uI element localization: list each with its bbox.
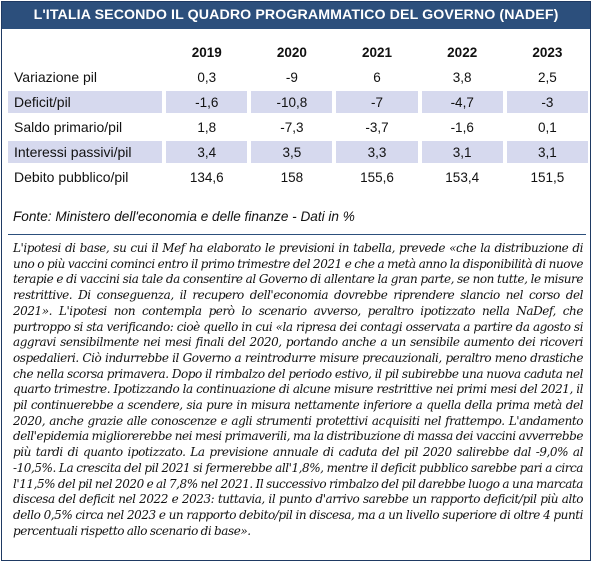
divider bbox=[8, 234, 586, 235]
forecast-table bbox=[8, 39, 588, 191]
table-cell: 3,1 bbox=[422, 141, 503, 163]
table-cell: 6 bbox=[373, 69, 381, 85]
year-header: 2023 bbox=[532, 45, 563, 60]
table-cell: 3,8 bbox=[452, 69, 472, 85]
table-cell: 158 bbox=[280, 169, 304, 185]
table-cell: 3,4 bbox=[166, 141, 247, 163]
table-cell: 1,8 bbox=[197, 119, 217, 135]
table-cell: -1,6 bbox=[166, 91, 247, 113]
table-row bbox=[8, 141, 588, 163]
table-cell: -7 bbox=[336, 91, 417, 113]
row-label: Interessi passivi/pil bbox=[8, 141, 162, 163]
header-empty-cell bbox=[8, 42, 162, 63]
table-cell: 2,5 bbox=[538, 69, 557, 85]
box-title: L'ITALIA SECONDO IL QUADRO PROGRAMMATICO DEL GOVERNO (NADEF) bbox=[2, 2, 590, 29]
table-cell: 3,1 bbox=[507, 141, 588, 163]
table-cell: -3,7 bbox=[365, 119, 389, 135]
table-cell: 153,4 bbox=[445, 169, 480, 185]
row-label: Saldo primario/pil bbox=[14, 119, 123, 135]
table-cell: 151,5 bbox=[530, 169, 565, 185]
year-header: 2022 bbox=[447, 45, 478, 60]
table-cell: 155,6 bbox=[360, 169, 394, 185]
table-cell: 134,6 bbox=[189, 169, 224, 185]
table-cell: -1,6 bbox=[450, 119, 474, 135]
table-cell: -3 bbox=[507, 91, 588, 113]
table-cell: -4,7 bbox=[422, 91, 503, 113]
table-cell: -10,8 bbox=[251, 91, 332, 113]
table-cell: 0,3 bbox=[197, 69, 217, 85]
table-cell: 3,5 bbox=[251, 141, 332, 163]
body-paragraph: L'ipotesi di base, su cui il Mef ha elaborato le previsioni in tabella, prevede «che la distribuzione di uno o più vaccini cominci entro il primo trimestre del 2021 e che a metà anno la disponibilità di nuove terapie e di vaccini sia tale da consentire al Governo di allentare la gran parte, se non tutte, le misure restrittive. Di conseguenza, il recupero dell'economia dovrebbe riprendere slancio nel corso del 2021». L'ipotesi non contempla però lo scenario avverso, peraltro ipotizzato nella NaDef, che purtroppo si sta verificando: cioè quello in cui «la ripresa dei contagi osservata a partire da agosto si aggravi sensibilmente nei mesi finali del 2020, portando anche a un sensibile aumento dei ricoveri ospedalieri. Ciò indurrebbe il Governo a reintrodurre misure precauzionali, peraltro meno drastiche che nella scorsa primavera. Dopo il rimbalzo del periodo estivo, il pil subirebbe una nuova caduta nel quarto trimestre. Ipotizzando la continuazione di alcune misure restrittive nei primi mesi del 2021, il pil continuerebbe a scendere, sia pure in misura nettamente inferiore a quella della prima metà del 2020, anche grazie alle conoscenze e agli strumenti protettivi acquisiti nel frattempo. L'andamento dell'epidemia migliorerebbe nei mesi primaverili, ma la distribuzione di massa dei vaccini avverrebbe più tardi di quanto ipotizzato. La previsione annuale di caduta del pil 2020 salirebbe dal -9,0% al -10,5%. La crescita del pil 2021 si fermerebbe all'1,8%, mentre il deficit pubblico sarebbe pari a circa l'11,5% del pil nel 2020 e al 7,8% nel 2021. Il successivo rimbalzo del pil darebbe luogo a una marcata discesa del deficit nel 2022 e 2023: tuttavia, il punto d'arrivo sarebbe un rapporto deficit/pil più alto dello 0,5% circa nel 2023 e un rapporto debito/pil in discesa, ma a un livello superiore di oltre 4 punti percentuali rispetto allo scenario di base». bbox=[13, 241, 583, 538]
source-note: Fonte: Ministero dell'economia e delle finanze - Dati in % bbox=[13, 209, 355, 224]
infobox bbox=[1, 1, 591, 561]
table-cell: 0,1 bbox=[538, 119, 557, 135]
table-header-row bbox=[8, 42, 588, 63]
year-header: 2019 bbox=[191, 45, 222, 60]
table-row bbox=[8, 166, 588, 188]
row-label: Debito pubblico/pil bbox=[14, 169, 129, 185]
table-row bbox=[8, 116, 588, 138]
row-label: Deficit/pil bbox=[8, 91, 162, 113]
table-row bbox=[8, 91, 588, 113]
table-cell: -7,3 bbox=[280, 119, 304, 135]
table-cell: -9 bbox=[285, 69, 298, 85]
table-row bbox=[8, 66, 588, 88]
year-header: 2020 bbox=[276, 45, 307, 60]
table-cell: 3,3 bbox=[336, 141, 417, 163]
year-header: 2021 bbox=[362, 45, 393, 60]
row-label: Variazione pil bbox=[14, 69, 98, 85]
